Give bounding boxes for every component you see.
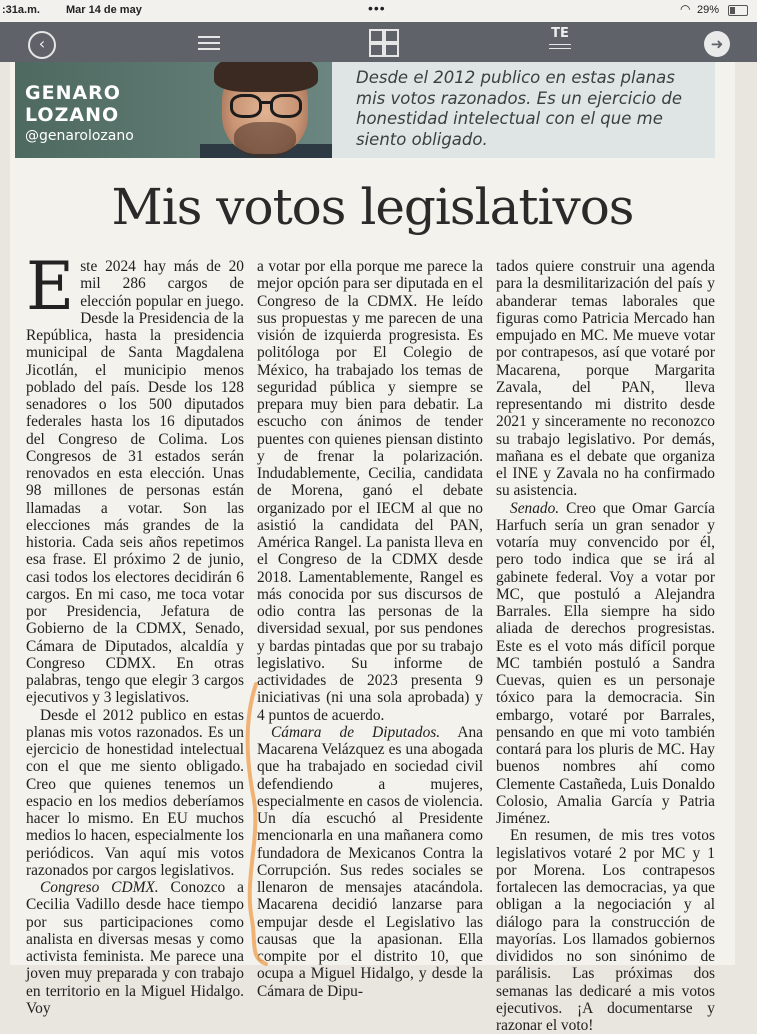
grid-icon xyxy=(369,29,384,43)
chevron-left-icon: ‹ xyxy=(38,34,46,53)
portrait-hair xyxy=(214,62,318,92)
paragraph: Desde el 2012 publico en estas planas mis votos razonados. Es un ejercicio de honestidad intelectual con el que me siento obligado. Creo que quienes tenemos un espacio en los medios deberíamos hacer lo mismo. En EU muchos medios lo hacen, especialmente los periódicos. Van aquí mis votos razonados por cargos legislativos. xyxy=(26,706,244,879)
hamburger-line xyxy=(198,48,220,50)
author-last-name: LOZANO xyxy=(25,104,120,126)
section-label: Cámara de Diputados. xyxy=(271,723,441,741)
text-size-button[interactable] xyxy=(545,26,575,56)
newspaper-page xyxy=(10,62,735,1034)
glasses-icon xyxy=(230,94,302,114)
text-line xyxy=(549,48,571,49)
paragraph: tados quiere construir una agenda para la desmilitarización del país y abanderar temas laborales que figuras como Patricia Mercado han empujado en MC. Me mueve votar por contrapesos, así que votaré por Macarena, porque Margarita Zavala, del PAN, lleva representando mi distrito desde 2021 y sinceramente no reconozco su trabajo legislativo. Por demás, mañana es el debate que organiza el INE y Zavala no ha confirmado su asistencia. xyxy=(496,258,715,500)
paragraph: a votar por ella porque me parece la mejor opción para ser diputada en el Congreso de la CDMX. He leído sus propuestas y me parecen de una visión de izquierda progresista. Es politóloga por El Colegio de México, ha trabajado los temas de seguridad pública y siempre se prepara muy bien para debatir. La escucho con ánimos de tender puentes con quienes piensan distinto y de frenar la polarización. Indudablemente, Cecilia, candidata de Morena, ganó el debate organizado por el IECM al que no asistió la candidata del PAN, América Rangel. La panista lleva en el Congreso de la CDMX desde 2018. Lamentablemente, Rangel es más conocida por sus discursos de odio contra las personas de la diversidad sexual, por sus pendones y bardas pintadas que por su trabajo legislativo. Su informe de actividades de 2023 presenta 9 iniciativas (ni una sola aprobada) y 4 puntos de acuerdo. xyxy=(257,258,483,724)
forward-arrow-icon: ➜ xyxy=(710,35,724,53)
banner-quote-block xyxy=(332,62,715,158)
paragraph xyxy=(26,248,244,707)
text-line xyxy=(549,44,571,45)
paragraph xyxy=(26,879,244,1017)
paragraph-text: Conozco a Cecilia Vadillo desde hace tiempo por sus participaciones como analista en diversas mesas y como activista feminista. Me parece una joven muy preparada y con trabajo en territorio en la Miguel Hidalgo. Voy xyxy=(26,879,244,1017)
battery-percent: 29% xyxy=(697,4,720,16)
section-label: Congreso CDMX. xyxy=(40,879,159,896)
back-button[interactable] xyxy=(28,31,56,59)
paragraph-text: ste 2024 hay más de 20 mil 286 cargos de elección popular en juego. Desde la Presidencia de la República, hasta la presidencia municipal de Santa Magdalena Jicotlán, el municipio menos poblado del país. Desde los 128 senadores o los 500 diputados federales hasta los 16 diputados del Congreso de Colima. Los Congresos de 31 estados serán renovados en esta elección. Unas 98 millones de personas están llamadas a votar. Son las elecciones más grandes de la historia. Cada seis años repetimos esa frase. El próximo 2 de junio, casi todos los electores decidirán 6 cargos. En mi caso, me toca votar por Presidencia, Jefatura de Gobierno de la CDMX, Senado, Cámara de Diputados, alcaldía y Congreso CDMX. En otras palabras, tengo que elegir 3 cargos ejecutivos y 3 legislativos. xyxy=(26,258,244,707)
status-time: :31a.m. xyxy=(2,4,40,16)
drop-cap: E xyxy=(26,248,75,325)
status-date: Mar 14 de may xyxy=(66,4,142,16)
highlight-stroke-path xyxy=(248,684,267,964)
banner-quote: Desde el 2012 publico en estas planas mis votos razonados. Es un ejercicio de honestidad intelectual con el que me siento obligado. xyxy=(356,68,683,149)
hamburger-line xyxy=(198,42,220,44)
paragraph xyxy=(257,724,483,1000)
menu-button[interactable] xyxy=(198,32,220,52)
article-column-1 xyxy=(26,248,244,1017)
paragraph xyxy=(496,500,715,828)
article-column-3 xyxy=(496,258,715,1034)
grid-cell xyxy=(369,43,384,57)
wifi-icon: ◠ xyxy=(680,2,691,16)
article-column-2 xyxy=(257,258,483,1000)
paragraph-text: Creo que Omar García Harfuch sería un gran senador y votaría muy convencido por él, pero todo indica que se irá al gabinete federal. Voy a votar por MC, que postuló a Alejandra Barrales. Ella siempre ha sido aliada de derechos progresistas. Este es el voto más difícil porque MC también postuló a Sandra Cuevas, quien es un personaje tóxico para la democracia. Sin embargo, votaré por Barrales, pensando en que mi voto también contará para los pluris de MC. Hay buenos nombres ahí como Clemente Castañeda, Luis Donaldo Colosio, Amalia García y Patria Jiménez. xyxy=(496,499,715,827)
section-label: Senado. xyxy=(510,499,560,517)
grid-cell xyxy=(384,43,399,57)
paragraph-text: Ana Macarena Velázquez es una abogada que ha trabajado en sociedad civil defendiendo a mujeres, especialmente en casos de violencia. Un día escuchó al Presidente mencionarla en una mañanera como fundadora de Mexicanos Contra la Corrupción. Sus redes sociales se llenaron de mensajes atacándola. Macarena decidió lanzarse para empujar desde el Legislativo las causas que la apasionan. Ella compite por el distrito 10, que ocupa a Miguel Hidalgo, y desde la Cámara de Dipu- xyxy=(257,723,483,1000)
battery-icon xyxy=(728,5,748,16)
portrait-beard xyxy=(234,122,296,158)
reader-toolbar xyxy=(0,22,757,62)
status-bar xyxy=(0,0,757,22)
author-banner xyxy=(15,62,715,158)
author-block xyxy=(15,62,332,158)
highlight-annotation xyxy=(236,680,276,970)
forward-button[interactable] xyxy=(704,31,730,57)
paragraph: En resumen, de mis tres votos legislativos votaré 2 por MC y 1 por Morena. Los contrapesos fortalecen las democracias, ya que obligan a la negociación y al diálogo para la construcción de mayorías. Los llamados gobiernos divididos no son sinónimo de parálisis. Las próximas dos semanas las dedicaré a mis votos ejecutivos. ¡A documentarse y razonar el voto! xyxy=(496,827,715,1034)
author-portrait xyxy=(200,62,332,158)
text-size-icon: T xyxy=(551,26,560,41)
grid-cell xyxy=(384,29,399,43)
hamburger-icon xyxy=(198,36,220,38)
article-headline: Mis votos legislativos xyxy=(111,178,634,236)
author-first-name: GENARO xyxy=(25,82,121,104)
author-handle: @genarolozano xyxy=(25,128,134,144)
grid-button[interactable] xyxy=(369,29,399,57)
multitask-dots-icon[interactable]: ••• xyxy=(368,0,386,16)
text-size-letter-e: E xyxy=(559,26,569,41)
